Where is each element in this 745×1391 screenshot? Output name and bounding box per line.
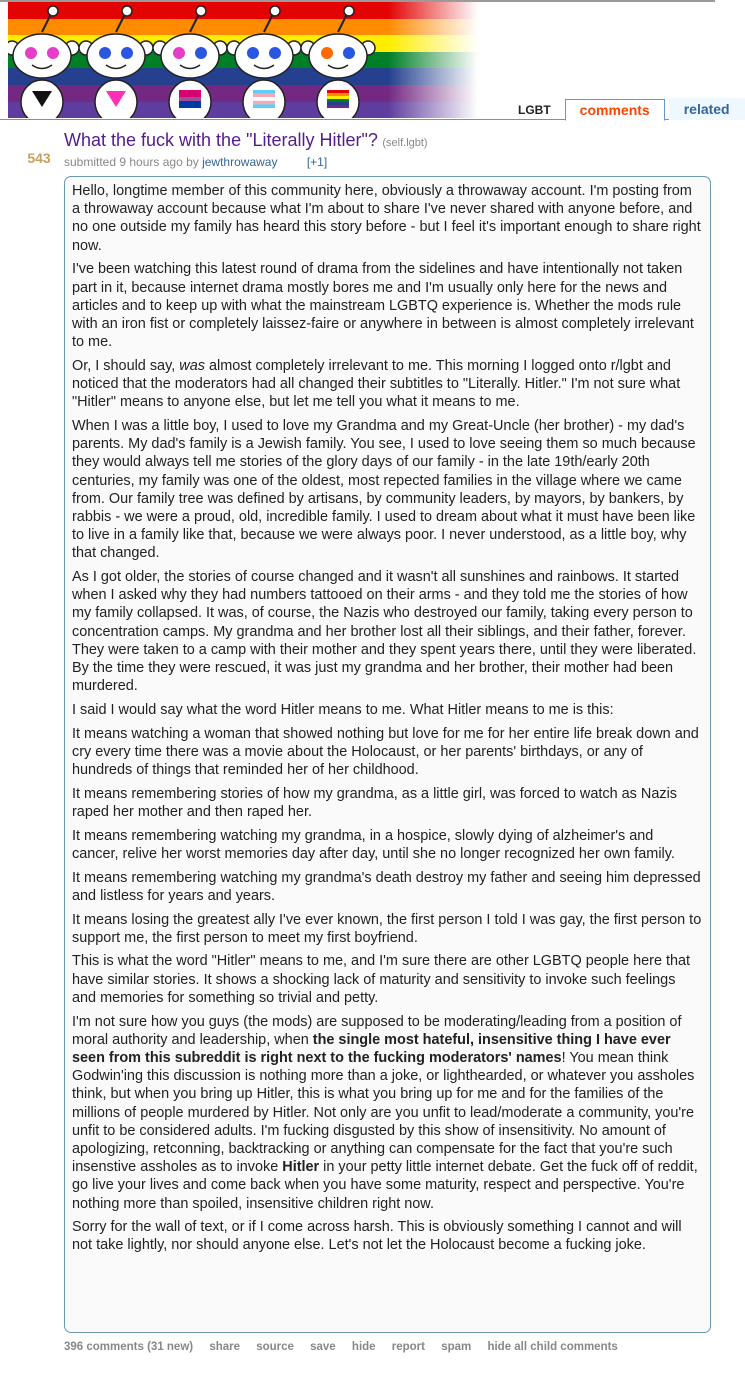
- eye: [247, 47, 259, 59]
- head: [87, 34, 145, 78]
- flag-stripe: [327, 96, 349, 99]
- paragraph: I said I would say what the word Hitler means to me. What Hitler means to me is this:: [72, 701, 614, 718]
- paragraph: This is what the word "Hitler" means to me, and I'm sure there are other LGBTQ people here that have similar stories. It shows a shocking lack of maturity and sensitivity to invoke such feelings and memories for something so trivial and petty.: [72, 953, 691, 1006]
- paragraph: It means losing the greatest ally I've ever known, the first person I told I was gay, the first person to support me, the first person to meet my first boyfriend.: [72, 911, 702, 946]
- header-banner[interactable]: [8, 2, 478, 118]
- rainbow-flag-icon: [327, 90, 349, 108]
- flag-stripe: [253, 90, 275, 94]
- tab-related[interactable]: related: [669, 98, 745, 120]
- source-button[interactable]: source: [256, 1341, 294, 1353]
- hide-child-comments-button[interactable]: hide all child comments: [487, 1341, 618, 1353]
- flag-stripe: [327, 93, 349, 96]
- flag-stripe: [253, 104, 275, 108]
- head: [13, 34, 71, 78]
- flag-stripe: [253, 101, 275, 105]
- tagline-prefix: submitted 9 hours ago by: [64, 155, 199, 169]
- bold-text: the single most hateful, insensitive thing I have ever seen from this subreddit is right next to the fucking moderators' names: [72, 1031, 671, 1066]
- eye: [173, 47, 185, 59]
- text-span: ! You mean think Godwin'ing this discussion is nothing more than a joke, or lighthearded, or whatever you assholes think, but when you bring up Hitler, this is what you bring up for me and for the families of the millions of people murdered by Hitler. Not only are you unfit to lead/moderate a community, you're unfit to be considered adults. I'm fucking disgusted by this show of insensitivity. No amount of apologizing, retconning, backtracking or anything can compensate for the fact that you're such insenstive assholes as to invoke: [72, 1049, 695, 1176]
- paragraph: When I was a little boy, I used to love my Grandma and my Great-Uncle (her brother) - my dad's parents. My dad's family is a Jewish family. You see, I used to love seeing them so much because they would always tell me stories of the glory days of our family - in the late 19th/early 20th centuries, my family was one of the oldest, most repected families in the village where we came from. Our family tree was defined by artisans, by community leaders, by mayors, by bankers, by rabbis - we were a proud, old, incredible family. I used to dream about what it must have been like to live in a family like that, because we were always poor. I never understood, as a little boy, why that changed.: [72, 417, 696, 562]
- eye: [25, 47, 37, 59]
- text-span: almost completely irrelevant to me. This morning I logged onto r/lgbt and noticed that the moderators had all changed their subtitles to "Literally. Hitler." I'm not sure what "Hitler" means to anyone else, but let me tell you what it means to me.: [72, 357, 681, 411]
- paragraph: It means remembering watching my grandma, in a hospice, slowly dying of alzheimer's and cancer, relive her worst memories day after day, until she no longer recognized her own family.: [72, 827, 675, 862]
- post-buttons: [64, 1341, 631, 1353]
- eye: [321, 47, 333, 59]
- paragraph: It means watching a woman that showed nothing but love for me for her entire life break down and cry every time there was a movie about the Holocaust, or her parents' birthdays, or any of hundreds of things that reminded her of her childhood.: [72, 725, 699, 779]
- post-title[interactable]: What the fuck with the "Literally Hitler"?: [64, 130, 378, 150]
- paragraph: Hello, longtime member of this community here, obviously a throwaway account. I'm posting from a throwaway account because what I'm about to share I've never shared with anyone before, and no one outside my family has heard this story before - but I feel it's important enough to share right now.: [72, 183, 701, 254]
- comments-link[interactable]: 396 comments (31 new): [64, 1341, 194, 1353]
- flag-stripe: [253, 94, 275, 98]
- antenna-tip: [270, 6, 280, 16]
- header-tabs: [508, 100, 745, 120]
- paragraph: [72, 1013, 703, 1213]
- trans-flag-icon: [253, 90, 275, 108]
- antenna-tip: [344, 6, 354, 16]
- subreddit-header: [0, 2, 730, 120]
- text-span: Or, I should say,: [72, 357, 180, 374]
- paragraph: It means remembering watching my grandma's death destroy my father and seeing him depressed and listless for years and years.: [72, 869, 701, 904]
- antenna-tip: [48, 6, 58, 16]
- post-selftext: [64, 176, 711, 1333]
- text-span: I'm not sure how you guys (the mods) are supposed to be moderating/leading from a position of moral authority and leadership, when: [72, 1013, 682, 1048]
- bold-text: Hitler: [282, 1159, 320, 1176]
- tab-comments[interactable]: comments: [565, 99, 665, 121]
- eye: [121, 47, 133, 59]
- eye: [47, 47, 59, 59]
- snoo-alien: [153, 6, 227, 124]
- spam-button[interactable]: spam: [441, 1341, 472, 1353]
- flag-stripe: [253, 97, 275, 101]
- flag-stripe: [179, 97, 201, 101]
- emphasis-text: was: [179, 357, 205, 374]
- flag-stripe: [327, 105, 349, 108]
- antenna-tip: [196, 6, 206, 16]
- antenna-tip: [122, 6, 132, 16]
- hide-button[interactable]: hide: [351, 1341, 376, 1353]
- post-score: 543: [27, 150, 51, 166]
- subreddit-name[interactable]: LGBT: [518, 103, 551, 117]
- bi-flag-icon: [179, 90, 201, 108]
- flag-stripe: [179, 101, 201, 108]
- eye: [269, 47, 281, 59]
- flag-stripe: [179, 90, 201, 97]
- snoo-alien: [79, 6, 153, 124]
- snoo-aliens-logo: [8, 2, 478, 118]
- post-domain[interactable]: (self.lgbt): [382, 137, 428, 149]
- head: [309, 34, 367, 78]
- share-button[interactable]: share: [209, 1341, 240, 1353]
- post-tagline: [64, 155, 327, 169]
- flag-stripe: [327, 90, 349, 93]
- post-title-row: [64, 130, 428, 151]
- report-button[interactable]: report: [391, 1341, 425, 1353]
- save-button[interactable]: save: [310, 1341, 336, 1353]
- author-flair: [+1]: [306, 155, 328, 169]
- paragraph: As I got older, the stories of course changed and it wasn't all sunshines and rainbows. It started when I asked why they had numbers tattooed on their arms - and they told me the stories of how my family collapsed. It was, of course, the Nazis who destroyed our family, taking every person to concentration camps. My grandma and her brother lost all their siblings, and their father, forever. They were taken to a camp with their mother and they spent years there, until they were liberated. By the time they were rescued, it was just my grandma and her brother, their mother had been murdered.: [72, 569, 697, 695]
- eye: [343, 47, 355, 59]
- paragraph: [72, 357, 703, 412]
- paragraph: Sorry for the wall of text, or if I come across harsh. This is obviously something I cannot and will not take lightly, nor should anyone else. Let's not let the Holocaust become a fucking joke.: [72, 1219, 682, 1254]
- eye: [195, 47, 207, 59]
- head: [235, 34, 293, 78]
- paragraph: It means remembering stories of how my grandma, as a little girl, was forced to watch as Nazis raped her mother and then raped her.: [72, 785, 678, 820]
- snoo-alien: [5, 6, 79, 124]
- author-link[interactable]: jewthrowaway: [202, 155, 278, 169]
- head: [161, 34, 219, 78]
- text-span: in your petty little internet debate. Get the fuck off of reddit, go live your lives and come back when you have some maturity, respect and perspective. You're nothing more than spoiled, insensitive children right now.: [72, 1159, 698, 1212]
- snoo-alien: [227, 6, 301, 124]
- flag-stripe: [327, 102, 349, 105]
- snoo-alien: [301, 6, 375, 124]
- flag-stripe: [327, 99, 349, 102]
- eye: [99, 47, 111, 59]
- paragraph: I've been watching this latest round of drama from the sidelines and have intentionally not taken part in it, because internet drama mostly bores me and I'm usually only here for the news and articles and to keep up with what the mainstream LGBTQ experience is. Whether the mods rule with an iron fist or completely laissez-faire or anywhere in between is almost completely irrelevant to me.: [72, 261, 694, 351]
